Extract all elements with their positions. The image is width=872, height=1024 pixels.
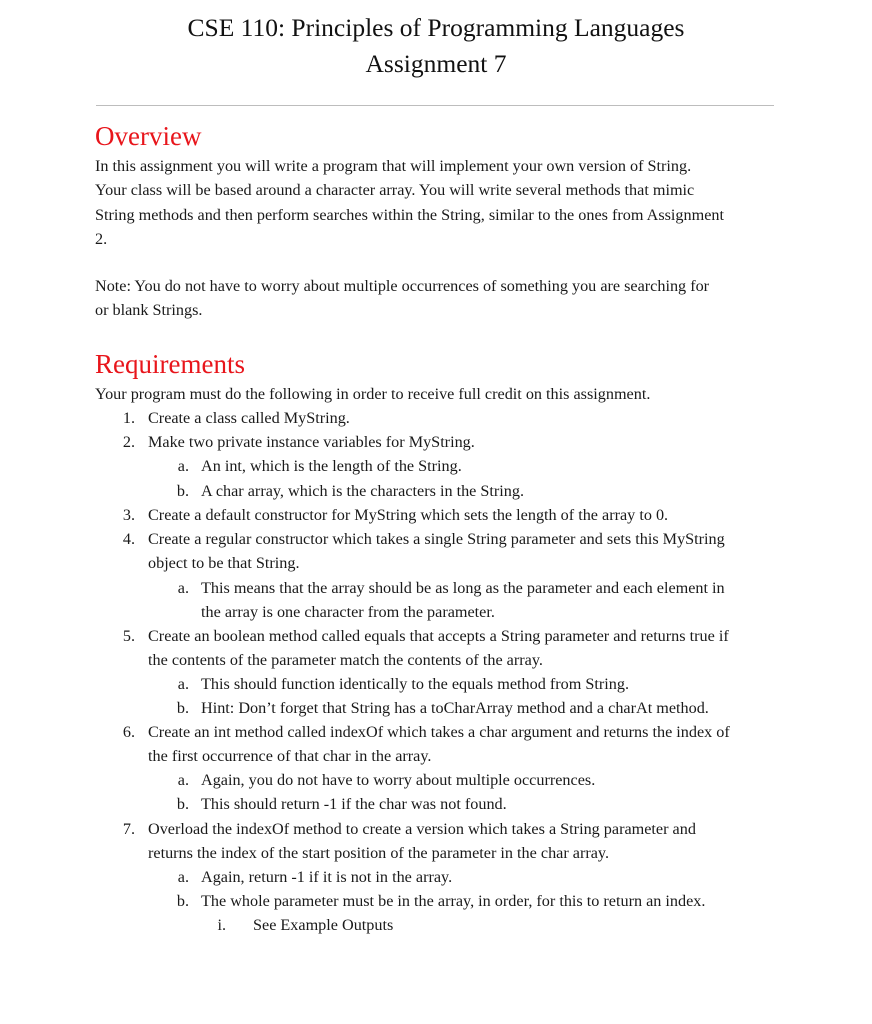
list-marker: i.	[217, 916, 226, 934]
horizontal-divider	[96, 105, 774, 106]
list-item-text: the first occurrence of that char in the array.	[148, 747, 432, 765]
overview-paragraph	[95, 154, 785, 252]
overview-heading: Overview	[95, 121, 202, 151]
list-marker: a.	[177, 675, 189, 693]
note-paragraph	[95, 274, 785, 323]
list-item-text: The whole parameter must be in the array, in order, for this to return an index.	[201, 892, 706, 910]
note-line: or blank Strings.	[95, 301, 203, 320]
overview-line: Your class will be based around a character array. You will write several methods that mimic	[95, 181, 695, 200]
list-marker: 7.	[122, 820, 135, 838]
list-item-text: This means that the array should be as long as the parameter and each element in	[201, 579, 725, 597]
list-item-text: Create a default constructor for MyString which sets the length of the array to 0.	[148, 506, 669, 524]
list-item-text: A char array, which is the characters in the String.	[201, 482, 525, 500]
list-item-text: Again, return -1 if it is not in the array.	[201, 868, 453, 886]
list-marker: b.	[176, 795, 189, 813]
list-marker: 1.	[122, 409, 135, 427]
list-item-text: Create an boolean method called equals that accepts a String parameter and returns true if	[148, 627, 729, 645]
list-item-text: Make two private instance variables for MyString.	[148, 433, 475, 451]
list-marker: 6.	[122, 723, 135, 741]
list-marker: 3.	[122, 506, 135, 524]
list-marker: b.	[176, 699, 189, 717]
list-item-text: Again, you do not have to worry about multiple occurrences.	[201, 771, 596, 789]
list-item-text: Overload the indexOf method to create a version which takes a String parameter and	[148, 820, 696, 838]
list-marker: b.	[176, 892, 189, 910]
list-item-text: returns the index of the start position of the parameter in the char array.	[148, 844, 610, 862]
requirements-intro: Your program must do the following in order to receive full credit on this assignment.	[95, 385, 651, 403]
list-marker: b.	[176, 482, 189, 500]
list-item-text: the contents of the parameter match the contents of the array.	[148, 651, 543, 669]
list-item-text: the array is one character from the parameter.	[201, 603, 495, 621]
list-marker: 5.	[122, 627, 135, 645]
requirements-heading: Requirements	[95, 349, 245, 379]
note-line: Note: You do not have to worry about multiple occurrences of something you are searching for	[95, 277, 710, 295]
overview-line: In this assignment you will write a program that will implement your own version of String.	[95, 157, 692, 175]
document-title: CSE 110: Principles of Programming Languages	[187, 13, 685, 42]
overview-line: 2.	[95, 230, 108, 249]
list-item-text: See Example Outputs	[253, 916, 394, 934]
list-item-text: An int, which is the length of the String.	[201, 457, 462, 475]
list-item-text: This should return -1 if the char was not found.	[201, 795, 507, 813]
list-item-text: Hint: Don’t forget that String has a toCharArray method and a charAt method.	[201, 699, 709, 717]
list-item-text: Create an int method called indexOf which takes a char argument and returns the index of	[148, 723, 730, 741]
list-marker: a.	[177, 579, 189, 597]
list-marker: 2.	[122, 433, 135, 451]
list-marker: 4.	[122, 530, 135, 548]
overview-line: String methods and then perform searches within the String, similar to the ones from Assignment	[95, 205, 724, 224]
list-item-text: object to be that String.	[148, 554, 300, 572]
list-marker: a.	[177, 771, 189, 789]
list-marker: a.	[177, 457, 189, 475]
list-item-text: Create a regular constructor which takes a single String parameter and sets this MyString	[148, 530, 725, 548]
document-subtitle: Assignment 7	[365, 49, 507, 78]
list-item-text: Create a class called MyString.	[148, 409, 350, 427]
list-marker: a.	[177, 868, 189, 886]
list-item-text: This should function identically to the equals method from String.	[201, 675, 630, 693]
